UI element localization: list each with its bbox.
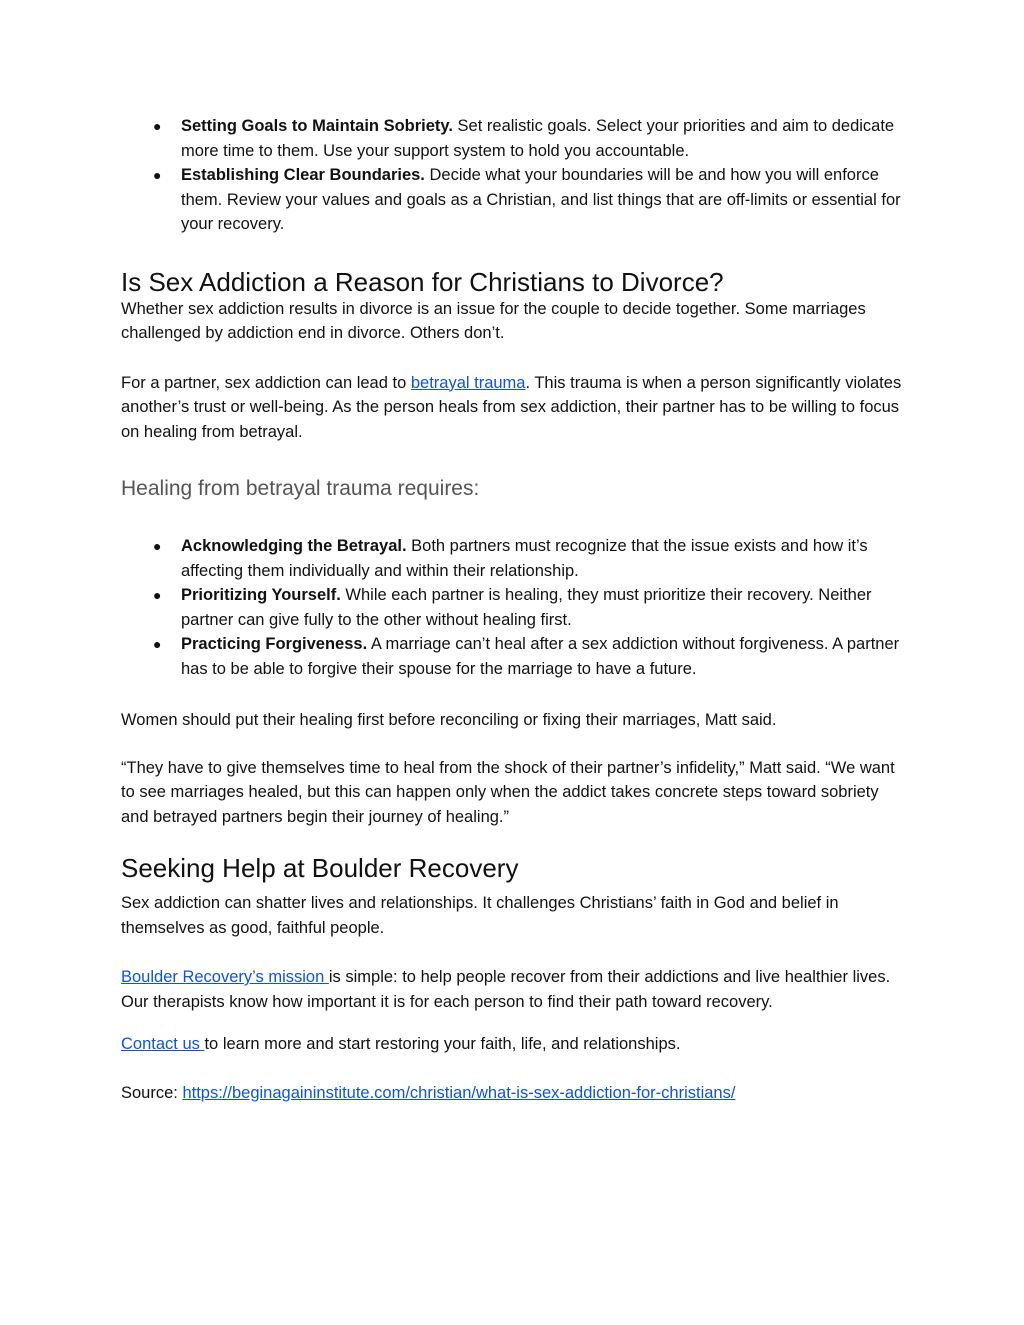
list-item [153,163,904,237]
paragraph-text: For a partner, sex addiction can lead to [121,373,411,392]
source-label: Source: [121,1083,183,1102]
paragraph-text: . This trauma is when a person significantly violates another’s trust or well-being. As the person heals from sex addiction, their partner has to be willing to focus on healing from betrayal. [121,373,902,441]
bullet-title: Acknowledging the Betrayal. [181,537,407,555]
list-item [153,632,904,681]
list-item [153,583,904,632]
bullet-title: Practicing Forgiveness. [181,635,368,653]
bullet-icon: ● [153,587,162,603]
bullet-icon: ● [153,636,162,652]
bullet-icon: ● [153,538,162,554]
contact-us-link[interactable]: Contact us [121,1035,205,1053]
paragraph-text: is simple: to help people recover from their addictions and live healthier lives. Our therapists know how important it is for each person to find their path toward recovery. [121,968,891,1011]
goals-bullet-list [121,114,904,237]
bullet-title: Setting Goals to Maintain Sobriety. [181,117,453,135]
healing-bullet-list [121,534,904,681]
bullet-text: Set realistic goals. Select your priorities and aim to dedicate more time to them. Use your support system to hold you accountable. [181,117,895,160]
bullet-text: While each partner is healing, they must prioritize their recovery. Neither partner can give fully to the other without healing first. [181,586,872,629]
source-url-link[interactable]: https://beginagaininstitute.com/christian/what-is-sex-addiction-for-christians/ [182,1083,736,1102]
paragraph-women-healing: Women should put their healing first before reconciling or fixing their marriages, Matt said. [121,711,777,729]
paragraph-mission [121,965,904,1014]
betrayal-trauma-link[interactable]: betrayal trauma [410,373,526,392]
paragraph-shatter-lives: Sex addiction can shatter lives and relationships. It challenges Christians’ faith in God and belief in themselves as good, faithful people. [121,894,839,937]
paragraph-divorce-decision: Whether sex addiction results in divorce is an issue for the couple to decide together. Some marriages challenged by addiction end in divorce. Others don’t. [121,299,866,342]
boulder-recovery-mission-link[interactable]: Boulder Recovery’s mission [121,968,329,986]
bullet-text: Both partners must recognize that the issue exists and how it’s affecting them individually and within their relationship. [181,537,868,580]
bullet-title: Establishing Clear Boundaries. [181,166,425,184]
list-item [153,534,904,583]
section-heading-divorce: Is Sex Addiction a Reason for Christians to Divorce? [121,266,724,297]
paragraph-betrayal-trauma [121,371,904,445]
list-item [153,114,904,163]
section-heading-boulder-recovery: Seeking Help at Boulder Recovery [121,853,519,883]
bullet-title: Prioritizing Yourself. [181,586,341,604]
bullet-text: A marriage can’t heal after a sex addiction without forgiveness. A partner has to be able to forgive their spouse for the marriage to have a future. [181,635,900,678]
bullet-icon: ● [153,167,162,183]
bullet-icon: ● [153,118,162,134]
paragraph-source [121,1081,904,1106]
paragraph-text: to learn more and start restoring your faith, life, and relationships. [204,1035,681,1053]
bullet-text: Decide what your boundaries will be and how you will enforce them. Review your values and goals as a Christian, and list things that are off-limits or essential for your recovery. [181,166,901,233]
subheading-healing: Healing from betrayal trauma requires: [121,477,480,500]
paragraph-contact [121,1032,904,1057]
paragraph-matt-quote: “They have to give themselves time to heal from the shock of their partner’s infidelity,” Matt said. “We want to see marriages healed, but this can happen only when the addict takes concrete steps toward sobriety and betrayed partners begin their journey of healing.” [121,758,895,826]
